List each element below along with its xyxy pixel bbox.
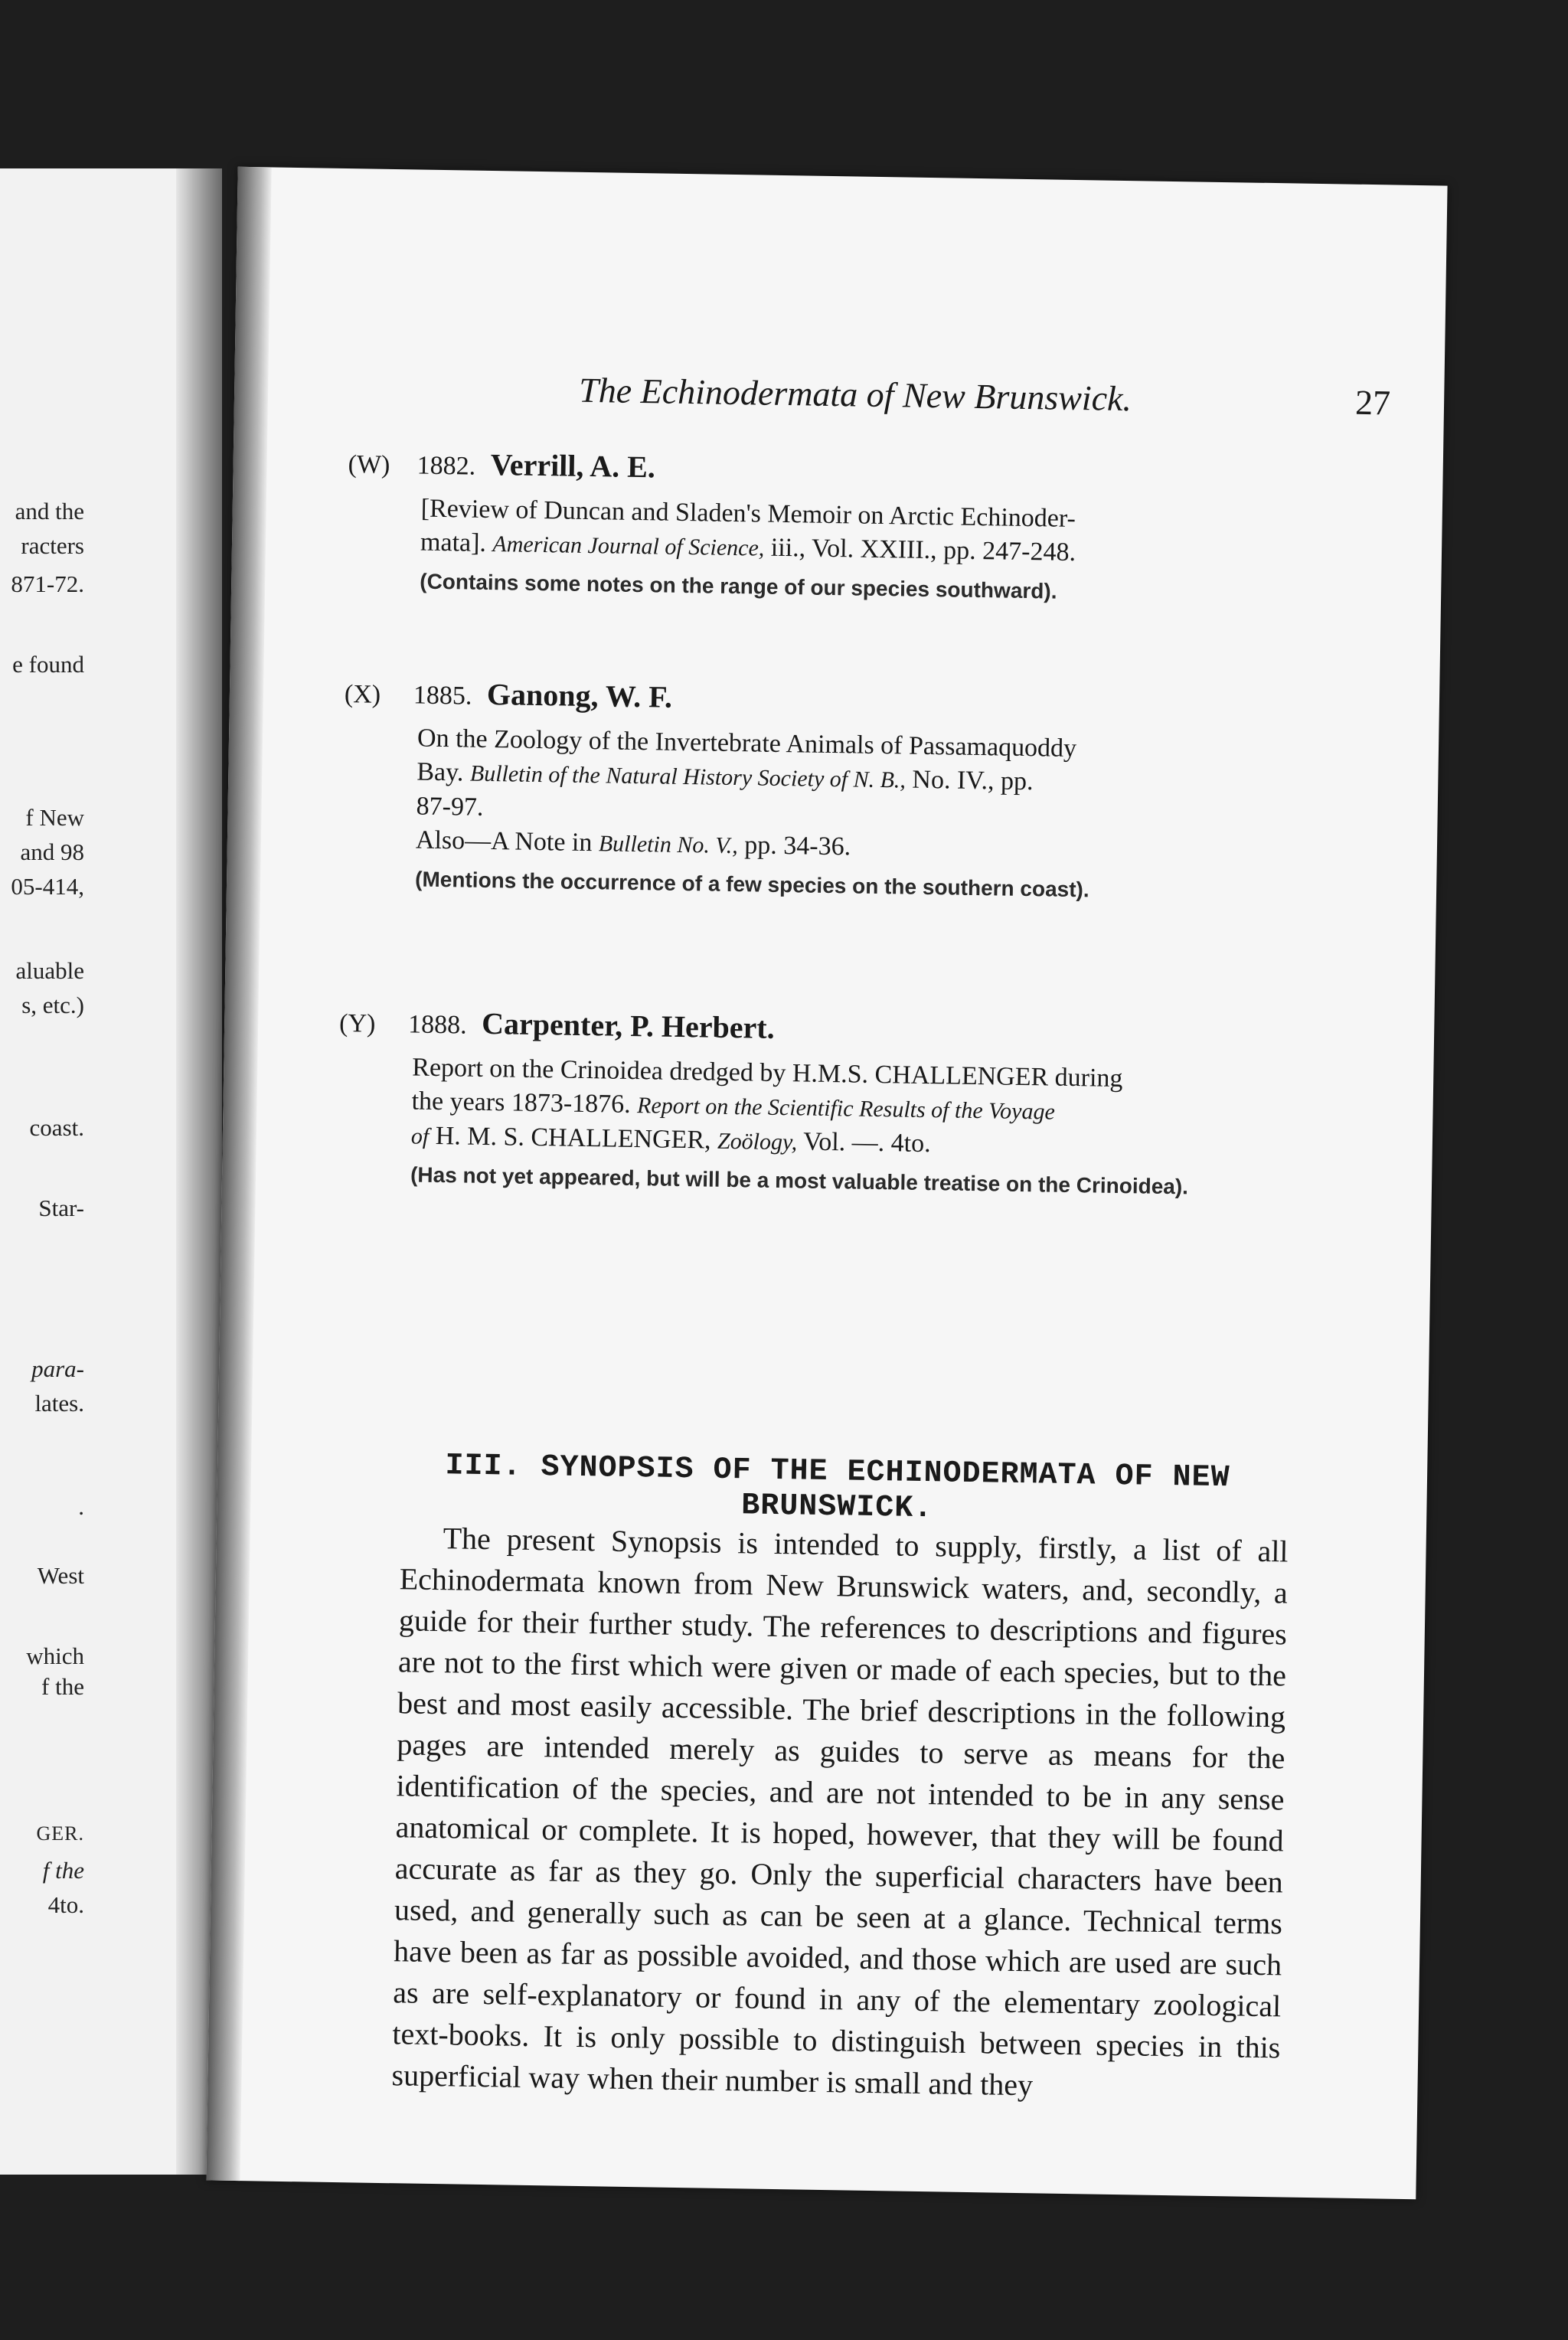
left-page-line: para-: [31, 1355, 84, 1382]
entry-text: American Journal of Science,: [492, 531, 765, 561]
entry-heading: [345, 674, 1249, 724]
left-page-line: f the: [42, 1857, 84, 1884]
entry-text: 87-97.: [416, 792, 484, 822]
entry-text: Report on the Scientific Results of the Voyage: [636, 1093, 1056, 1125]
entry-text: of: [410, 1123, 430, 1149]
left-page-line: and the: [15, 498, 84, 525]
left-page-line: which: [26, 1642, 84, 1669]
entry-heading: [339, 1003, 1243, 1054]
entry-note: (Has not yet appeared, but will be a most valuable treatise on the Crinoidea).: [410, 1162, 1189, 1199]
left-page-line: e found: [12, 651, 84, 678]
entry-text: iii., Vol. XXIII., pp. 247-248.: [764, 533, 1076, 567]
left-page-line: s, etc.): [21, 992, 84, 1018]
entry-text: H. M. S. CHALLENGER,: [428, 1121, 718, 1155]
entry-year: 1882.: [416, 451, 476, 481]
left-page-line: f the: [41, 1673, 84, 1700]
synopsis-paragraph: The present Synopsis is intended to supply, firstly, a list of all Echinodermata known from New Brunswick waters, and, secondly, a guide for their further study. The references to descriptions and figures are not to the first which were given or made of each species, but to the best and most easily accessible. The brief descriptions in the following pages are intended merely as guides to serve as means for the identification of the species, and are not intended to be in any sense anatomical or complete. It is hoped, however, that they will be found accurate as far as they go. Only the superficial characters have been used, and generally such as can be seen at a glance. Technical terms have been as far as possible avoided, and those which are used are such as are self-explanatory or found in any of the elementary zoological text-books. It is only possible to distinguish between species in this superficial way when their number is small and they: [391, 1521, 1289, 2103]
entry-text: Bulletin No. V.,: [598, 831, 739, 859]
right-page: [206, 167, 1447, 2199]
left-page-line: GER.: [36, 1822, 84, 1845]
section-title-line-2: BRUNSWICK.: [740, 1489, 933, 1527]
entry-year: 1888.: [407, 1010, 467, 1040]
left-page-line: coast.: [29, 1114, 84, 1141]
entry-tag: (W): [348, 450, 390, 479]
running-head: [579, 370, 1391, 423]
left-page-line: Star-: [38, 1195, 84, 1221]
section-title-line-1: III. SYNOPSIS OF THE ECHINODERMATA OF NEW: [445, 1449, 1230, 1496]
left-page-line: 05-414,: [11, 873, 84, 900]
left-page-line: f New: [25, 804, 84, 831]
entry-text: Bulletin of the Natural History Society of N. B.,: [469, 760, 906, 793]
entry-text: Zoölogy,: [717, 1128, 798, 1155]
entry-note: (Contains some notes on the range of our species southward).: [420, 569, 1057, 603]
entry-text: On the Zoology of the Invertebrate Animals of Passamaquoddy: [416, 724, 1077, 763]
left-page-line: 871-72.: [11, 570, 84, 597]
entry-text: Vol. —. 4to.: [796, 1127, 931, 1159]
bibliography-entry: [346, 444, 1252, 612]
running-title: The Echinodermata of New Brunswick.: [578, 370, 1132, 419]
synopsis-body: [391, 1517, 1289, 2110]
entry-year: 1885.: [413, 681, 472, 711]
bibliography-entry: [341, 674, 1248, 909]
left-page-line: aluable: [15, 957, 84, 984]
page-number: 27: [1354, 382, 1391, 423]
entry-text: pp. 34-36.: [737, 831, 851, 861]
entry-text: mata].: [420, 528, 493, 558]
entry-text: Report on the Crinoidea dredged by H.M.S. CHALLENGER during: [412, 1053, 1123, 1093]
entry-text: [Review of Duncan and Sladen's Memoir on Arctic Echinoder-: [420, 494, 1076, 533]
entry-note: (Mentions the occurrence of a few species on the southern coast).: [414, 867, 1089, 902]
entry-text: No. IV., pp.: [905, 765, 1034, 796]
entry-tag: (X): [344, 680, 381, 709]
entry-heading: [348, 444, 1252, 495]
entry-author: Verrill, A. E.: [490, 446, 656, 485]
left-page-line: .: [78, 1493, 84, 1520]
entry-text: Bay.: [416, 757, 471, 787]
entry-tag: (Y): [338, 1008, 376, 1038]
left-page-line: lates.: [34, 1390, 84, 1417]
left-page-line: and 98: [20, 838, 84, 865]
entry-text: Also—A Note in: [415, 825, 599, 858]
left-page-line: West: [37, 1562, 84, 1589]
left-page-line: 4to.: [47, 1891, 84, 1918]
left-page-line: racters: [21, 532, 84, 559]
bibliography-entry: [337, 1003, 1243, 1205]
entry-text: the years 1873-1876.: [411, 1087, 638, 1119]
entry-author: Carpenter, P. Herbert.: [481, 1005, 776, 1045]
entry-author: Ganong, W. F.: [486, 676, 673, 714]
